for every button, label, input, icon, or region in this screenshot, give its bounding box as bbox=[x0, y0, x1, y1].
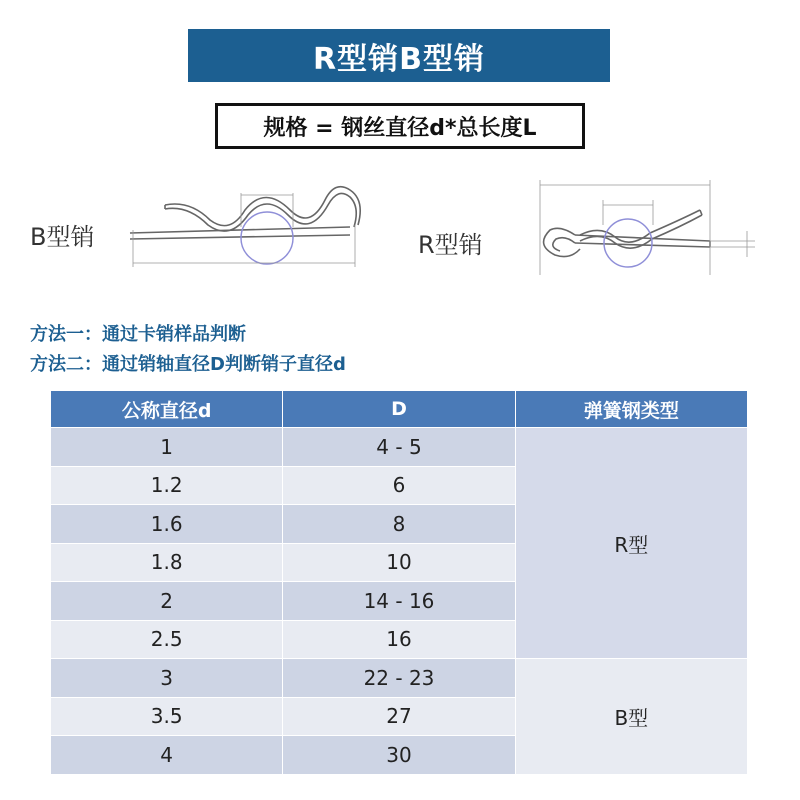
spec-formula: 规格 = 钢丝直径d*总长度L bbox=[215, 103, 585, 149]
page-title: R型销B型销 bbox=[188, 29, 610, 82]
method-one: 方法一：通过卡销样品判断 bbox=[30, 324, 246, 345]
cell-D: 30 bbox=[283, 736, 515, 775]
cell-type-r: R型 bbox=[515, 428, 747, 659]
cell-d: 1 bbox=[51, 428, 283, 467]
b-pin-drawing bbox=[20, 165, 380, 275]
header-spring-type: 弹簧钢类型 bbox=[515, 391, 747, 428]
cell-D: 10 bbox=[283, 543, 515, 582]
table-row bbox=[51, 428, 748, 467]
table-header-row bbox=[51, 391, 748, 428]
cell-d: 3.5 bbox=[51, 697, 283, 736]
cell-D: 8 bbox=[283, 505, 515, 544]
cell-d: 3 bbox=[51, 659, 283, 698]
cell-D: 14 - 16 bbox=[283, 582, 515, 621]
cell-d: 2 bbox=[51, 582, 283, 621]
r-pin-label: R型销 bbox=[418, 231, 483, 259]
cell-d: 1.8 bbox=[51, 543, 283, 582]
cell-type-b: B型 bbox=[515, 659, 747, 775]
header-d-upper: D bbox=[283, 391, 515, 428]
cell-D: 16 bbox=[283, 620, 515, 659]
b-pin-diagram bbox=[20, 165, 380, 275]
cell-D: 27 bbox=[283, 697, 515, 736]
cell-d: 1.6 bbox=[51, 505, 283, 544]
cell-d: 1.2 bbox=[51, 466, 283, 505]
b-pin-label: B型销 bbox=[30, 223, 95, 251]
cell-D: 4 - 5 bbox=[283, 428, 515, 467]
r-pin-diagram bbox=[410, 165, 790, 285]
table-row bbox=[51, 659, 748, 698]
cell-D: 6 bbox=[283, 466, 515, 505]
cell-d: 2.5 bbox=[51, 620, 283, 659]
spec-table bbox=[50, 390, 748, 775]
header-diameter-d: 公称直径d bbox=[51, 391, 283, 428]
method-two: 方法二：通过销轴直径D判断销子直径d bbox=[30, 354, 346, 375]
cell-D: 22 - 23 bbox=[283, 659, 515, 698]
r-pin-drawing bbox=[410, 165, 790, 285]
cell-d: 4 bbox=[51, 736, 283, 775]
